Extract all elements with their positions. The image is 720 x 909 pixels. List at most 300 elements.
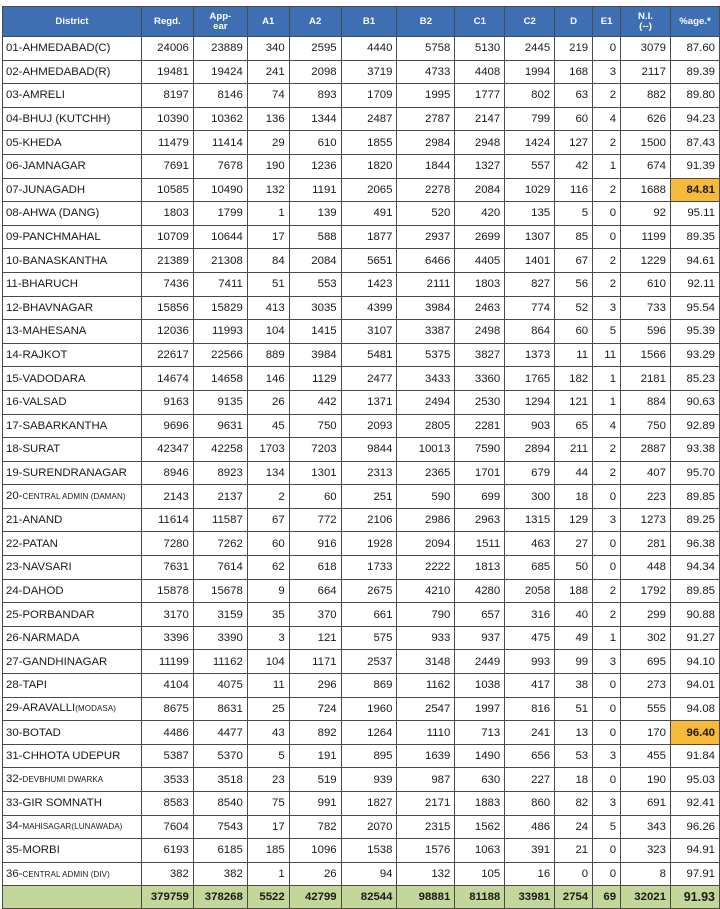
value-cell: 211 [555, 438, 593, 462]
value-cell: 23889 [193, 37, 247, 61]
district-name: 13-MAHESANA [6, 325, 87, 338]
value-cell: 11 [555, 343, 593, 367]
value-cell: 5 [593, 320, 621, 344]
value-cell: 1688 [621, 178, 671, 202]
value-cell: 691 [621, 792, 671, 816]
value-cell: 895 [341, 744, 397, 768]
value-cell: 60 [555, 320, 593, 344]
percentage-cell: 89.80 [670, 84, 719, 108]
value-cell: 1639 [397, 744, 455, 768]
district-name: 02-AHMEDABAD(R) [6, 65, 111, 78]
percentage-cell: 92.41 [670, 792, 719, 816]
value-cell: 1110 [397, 721, 455, 745]
value-cell: 2278 [397, 178, 455, 202]
percentage-cell: 89.85 [670, 579, 719, 603]
value-cell: 29 [247, 131, 289, 155]
value-cell: 1960 [341, 697, 397, 721]
value-cell: 0 [593, 697, 621, 721]
value-cell: 11 [593, 343, 621, 367]
value-cell: 19424 [193, 60, 247, 84]
table-row [3, 131, 720, 155]
value-cell: 1500 [621, 131, 671, 155]
district-name: 25-PORBANDAR [6, 608, 95, 621]
value-cell: 67 [247, 508, 289, 532]
value-cell: 6193 [141, 839, 193, 863]
value-cell: 1709 [341, 84, 397, 108]
value-cell: 2137 [193, 485, 247, 509]
value-cell: 3159 [193, 603, 247, 627]
value-cell: 1883 [455, 792, 505, 816]
header-row [3, 7, 720, 37]
value-cell: 4280 [455, 579, 505, 603]
total-cell: 69 [593, 886, 621, 909]
value-cell: 75 [247, 792, 289, 816]
value-cell: 889 [247, 343, 289, 367]
district-name: 18-SURAT [6, 443, 61, 456]
column-header: A2 [289, 7, 341, 37]
value-cell: 25 [247, 697, 289, 721]
value-cell: 4440 [341, 37, 397, 61]
value-cell: 2098 [289, 60, 341, 84]
value-cell: 1855 [341, 131, 397, 155]
value-cell: 442 [289, 390, 341, 414]
value-cell: 1415 [289, 320, 341, 344]
value-cell: 8583 [141, 792, 193, 816]
value-cell: 5 [555, 202, 593, 226]
total-row [3, 886, 720, 909]
value-cell: 413 [247, 296, 289, 320]
value-cell: 10490 [193, 178, 247, 202]
district-cell [3, 154, 142, 178]
value-cell: 53 [555, 744, 593, 768]
value-cell: 3719 [341, 60, 397, 84]
percentage-cell: 89.39 [670, 60, 719, 84]
value-cell: 17 [247, 225, 289, 249]
table-row [3, 272, 720, 296]
value-cell: 455 [621, 744, 671, 768]
district-name: 19-SURENDRANAGAR [6, 466, 127, 479]
district-name: 17-SABARKANTHA [6, 419, 108, 432]
value-cell: 1928 [341, 532, 397, 556]
value-cell: 11 [247, 674, 289, 698]
column-header: A1 [247, 7, 289, 37]
column-header: Regd. [141, 7, 193, 37]
table-row [3, 390, 720, 414]
value-cell: 65 [555, 414, 593, 438]
value-cell: 5758 [397, 37, 455, 61]
value-cell: 0 [593, 674, 621, 698]
column-header: C1 [455, 7, 505, 37]
value-cell: 11479 [141, 131, 193, 155]
value-cell: 191 [289, 744, 341, 768]
value-cell: 1424 [505, 131, 555, 155]
value-cell: 4210 [397, 579, 455, 603]
value-cell: 0 [593, 721, 621, 745]
value-cell: 657 [455, 603, 505, 627]
percentage-cell: 95.11 [670, 202, 719, 226]
value-cell: 1 [247, 862, 289, 886]
district-name: 27-GANDHINAGAR [6, 655, 108, 668]
value-cell: 575 [341, 626, 397, 650]
value-cell: 7262 [193, 532, 247, 556]
value-cell: 8946 [141, 461, 193, 485]
value-cell: 10644 [193, 225, 247, 249]
value-cell: 2 [593, 438, 621, 462]
value-cell: 26 [289, 862, 341, 886]
value-cell: 3 [593, 60, 621, 84]
column-header: E1 [593, 7, 621, 37]
value-cell: 10013 [397, 438, 455, 462]
value-cell: 2894 [505, 438, 555, 462]
percentage-cell: 94.01 [670, 674, 719, 698]
column-header: B1 [341, 7, 397, 37]
value-cell: 1703 [247, 438, 289, 462]
value-cell: 104 [247, 650, 289, 674]
value-cell: 3107 [341, 320, 397, 344]
value-cell: 596 [621, 320, 671, 344]
value-cell: 63 [555, 84, 593, 108]
value-cell: 2887 [621, 438, 671, 462]
value-cell: 2147 [455, 107, 505, 131]
value-cell: 664 [289, 579, 341, 603]
district-name: 15-VADODARA [6, 372, 86, 385]
value-cell: 3 [593, 296, 621, 320]
value-cell: 17 [247, 815, 289, 839]
value-cell: 8197 [141, 84, 193, 108]
value-cell: 343 [621, 815, 671, 839]
value-cell: 626 [621, 107, 671, 131]
value-cell: 2477 [341, 367, 397, 391]
value-cell: 21308 [193, 249, 247, 273]
table-row [3, 744, 720, 768]
district-subname: MAHISAGAR(LUNAWADA) [22, 822, 123, 832]
value-cell: 38 [555, 674, 593, 698]
value-cell: 11993 [193, 320, 247, 344]
value-cell: 302 [621, 626, 671, 650]
value-cell: 1511 [455, 532, 505, 556]
value-cell: 296 [289, 674, 341, 698]
percentage-cell: 89.35 [670, 225, 719, 249]
percentage-cell: 94.23 [670, 107, 719, 131]
district-subname: CENTRAL ADMIN (DAMAN) [22, 492, 126, 502]
value-cell: 4104 [141, 674, 193, 698]
table-row [3, 225, 720, 249]
value-cell: 1171 [289, 650, 341, 674]
value-cell: 11414 [193, 131, 247, 155]
table-row [3, 414, 720, 438]
total-cell: 379759 [141, 886, 193, 909]
table-row [3, 320, 720, 344]
value-cell: 6185 [193, 839, 247, 863]
value-cell: 27 [555, 532, 593, 556]
value-cell: 99 [555, 650, 593, 674]
table-row [3, 768, 720, 792]
value-cell: 2487 [341, 107, 397, 131]
column-header: C2 [505, 7, 555, 37]
value-cell: 2093 [341, 414, 397, 438]
total-cell: 2754 [555, 886, 593, 909]
value-cell: 74 [247, 84, 289, 108]
value-cell: 916 [289, 532, 341, 556]
value-cell: 49 [555, 626, 593, 650]
value-cell: 933 [397, 626, 455, 650]
district-cell [3, 626, 142, 650]
percentage-cell: 92.11 [670, 272, 719, 296]
value-cell: 7691 [141, 154, 193, 178]
table-row [3, 721, 720, 745]
value-cell: 1191 [289, 178, 341, 202]
value-cell: 860 [505, 792, 555, 816]
district-cell [3, 296, 142, 320]
percentage-cell: 94.61 [670, 249, 719, 273]
value-cell: 1229 [621, 249, 671, 273]
percentage-cell: 95.39 [670, 320, 719, 344]
table-body [3, 37, 720, 909]
value-cell: 0 [593, 225, 621, 249]
value-cell: 937 [455, 626, 505, 650]
value-cell: 2986 [397, 508, 455, 532]
total-label-cell [3, 886, 142, 909]
value-cell: 42 [555, 154, 593, 178]
value-cell: 51 [247, 272, 289, 296]
district-name: 06-JAMNAGAR [6, 160, 86, 173]
value-cell: 7604 [141, 815, 193, 839]
value-cell: 2117 [621, 60, 671, 84]
value-cell: 864 [505, 320, 555, 344]
percentage-cell: 96.38 [670, 532, 719, 556]
value-cell: 0 [593, 839, 621, 863]
value-cell: 14658 [193, 367, 247, 391]
value-cell: 223 [621, 485, 671, 509]
value-cell: 11162 [193, 650, 247, 674]
value-cell: 750 [289, 414, 341, 438]
value-cell: 92 [621, 202, 671, 226]
district-name: 36- [6, 867, 23, 880]
district-cell [3, 603, 142, 627]
value-cell: 1994 [505, 60, 555, 84]
district-name: 04-BHUJ (KUTCHH) [6, 113, 111, 126]
value-cell: 2547 [397, 697, 455, 721]
value-cell: 1813 [455, 556, 505, 580]
value-cell: 939 [341, 768, 397, 792]
value-cell: 241 [505, 721, 555, 745]
value-cell: 3 [593, 508, 621, 532]
value-cell: 10362 [193, 107, 247, 131]
value-cell: 24 [555, 815, 593, 839]
value-cell: 2313 [341, 461, 397, 485]
value-cell: 3 [593, 744, 621, 768]
value-cell: 903 [505, 414, 555, 438]
value-cell: 3079 [621, 37, 671, 61]
column-header: App- ear [193, 7, 247, 37]
table-row [3, 697, 720, 721]
value-cell: 1 [247, 202, 289, 226]
value-cell: 60 [247, 532, 289, 556]
percentage-cell: 96.26 [670, 815, 719, 839]
district-name: 20- [6, 490, 23, 503]
value-cell: 2 [593, 461, 621, 485]
value-cell: 1820 [341, 154, 397, 178]
value-cell: 44 [555, 461, 593, 485]
value-cell: 1315 [505, 508, 555, 532]
value-cell: 52 [555, 296, 593, 320]
value-cell: 5 [247, 744, 289, 768]
value-cell: 618 [289, 556, 341, 580]
table-row [3, 84, 720, 108]
value-cell: 1 [593, 367, 621, 391]
table-row [3, 815, 720, 839]
percentage-cell: 90.63 [670, 390, 719, 414]
table-row [3, 60, 720, 84]
value-cell: 1566 [621, 343, 671, 367]
district-subname: DEVBHUMI DWARKA [22, 775, 104, 785]
value-cell: 2445 [505, 37, 555, 61]
value-cell: 2365 [397, 461, 455, 485]
value-cell: 3 [593, 650, 621, 674]
value-cell: 1129 [289, 367, 341, 391]
value-cell: 1038 [455, 674, 505, 698]
district-cell [3, 839, 142, 863]
value-cell: 695 [621, 650, 671, 674]
value-cell: 7678 [193, 154, 247, 178]
table-row [3, 792, 720, 816]
value-cell: 40 [555, 603, 593, 627]
value-cell: 5387 [141, 744, 193, 768]
value-cell: 3984 [397, 296, 455, 320]
value-cell: 251 [341, 485, 397, 509]
value-cell: 1307 [505, 225, 555, 249]
value-cell: 382 [141, 862, 193, 886]
value-cell: 4486 [141, 721, 193, 745]
percentage-cell: 87.43 [670, 131, 719, 155]
value-cell: 2537 [341, 650, 397, 674]
value-cell: 9631 [193, 414, 247, 438]
value-cell: 993 [505, 650, 555, 674]
value-cell: 2171 [397, 792, 455, 816]
value-cell: 42347 [141, 438, 193, 462]
percentage-cell: 94.34 [670, 556, 719, 580]
table-row [3, 296, 720, 320]
value-cell: 190 [621, 768, 671, 792]
value-cell: 463 [505, 532, 555, 556]
table-row [3, 579, 720, 603]
district-cell [3, 862, 142, 886]
value-cell: 7411 [193, 272, 247, 296]
value-cell: 661 [341, 603, 397, 627]
district-name: 32- [6, 773, 23, 786]
value-cell: 2094 [397, 532, 455, 556]
value-cell: 1063 [455, 839, 505, 863]
value-cell: 724 [289, 697, 341, 721]
value-cell: 1236 [289, 154, 341, 178]
value-cell: 146 [247, 367, 289, 391]
value-cell: 67 [555, 249, 593, 273]
value-cell: 24006 [141, 37, 193, 61]
table-row [3, 202, 720, 226]
value-cell: 0 [593, 202, 621, 226]
value-cell: 8146 [193, 84, 247, 108]
value-cell: 8675 [141, 697, 193, 721]
value-cell: 884 [621, 390, 671, 414]
value-cell: 15856 [141, 296, 193, 320]
district-name: 08-AHWA (DANG) [6, 207, 100, 220]
value-cell: 1562 [455, 815, 505, 839]
total-cell: 81188 [455, 886, 505, 909]
district-cell [3, 249, 142, 273]
percentage-cell: 91.27 [670, 626, 719, 650]
district-cell [3, 84, 142, 108]
value-cell: 185 [247, 839, 289, 863]
district-cell [3, 674, 142, 698]
value-cell: 132 [247, 178, 289, 202]
district-subname: CENTRAL ADMIN (DIV) [22, 869, 110, 879]
value-cell: 4733 [397, 60, 455, 84]
value-cell: 0 [593, 37, 621, 61]
percentage-cell: 89.25 [670, 508, 719, 532]
district-name: 24-DAHOD [6, 584, 64, 597]
value-cell: 9 [247, 579, 289, 603]
value-cell: 129 [555, 508, 593, 532]
value-cell: 4075 [193, 674, 247, 698]
value-cell: 2494 [397, 390, 455, 414]
value-cell: 1423 [341, 272, 397, 296]
district-cell [3, 225, 142, 249]
value-cell: 486 [505, 815, 555, 839]
value-cell: 2065 [341, 178, 397, 202]
value-cell: 1995 [397, 84, 455, 108]
value-cell: 2 [593, 249, 621, 273]
value-cell: 13 [555, 721, 593, 745]
value-cell: 2595 [289, 37, 341, 61]
percentage-cell: 97.91 [670, 862, 719, 886]
value-cell: 281 [621, 532, 671, 556]
district-cell [3, 579, 142, 603]
value-cell: 1765 [505, 367, 555, 391]
value-cell: 1344 [289, 107, 341, 131]
value-cell: 3148 [397, 650, 455, 674]
value-cell: 2143 [141, 485, 193, 509]
value-cell: 2498 [455, 320, 505, 344]
value-cell: 4477 [193, 721, 247, 745]
value-cell: 2058 [505, 579, 555, 603]
value-cell: 3518 [193, 768, 247, 792]
value-cell: 1733 [341, 556, 397, 580]
value-cell: 21389 [141, 249, 193, 273]
value-cell: 2984 [397, 131, 455, 155]
district-cell [3, 697, 142, 721]
value-cell: 227 [505, 768, 555, 792]
total-cell: 98881 [397, 886, 455, 909]
district-name: 31-CHHOTA UDEPUR [6, 750, 121, 763]
value-cell: 733 [621, 296, 671, 320]
value-cell: 790 [397, 603, 455, 627]
value-cell: 3 [593, 792, 621, 816]
value-cell: 168 [555, 60, 593, 84]
value-cell: 2449 [455, 650, 505, 674]
total-cell: 82544 [341, 886, 397, 909]
value-cell: 11199 [141, 650, 193, 674]
table-row [3, 508, 720, 532]
value-cell: 7590 [455, 438, 505, 462]
value-cell: 588 [289, 225, 341, 249]
value-cell: 8923 [193, 461, 247, 485]
value-cell: 656 [505, 744, 555, 768]
table-row [3, 556, 720, 580]
value-cell: 3827 [455, 343, 505, 367]
value-cell: 136 [247, 107, 289, 131]
table-row [3, 367, 720, 391]
value-cell: 60 [555, 107, 593, 131]
